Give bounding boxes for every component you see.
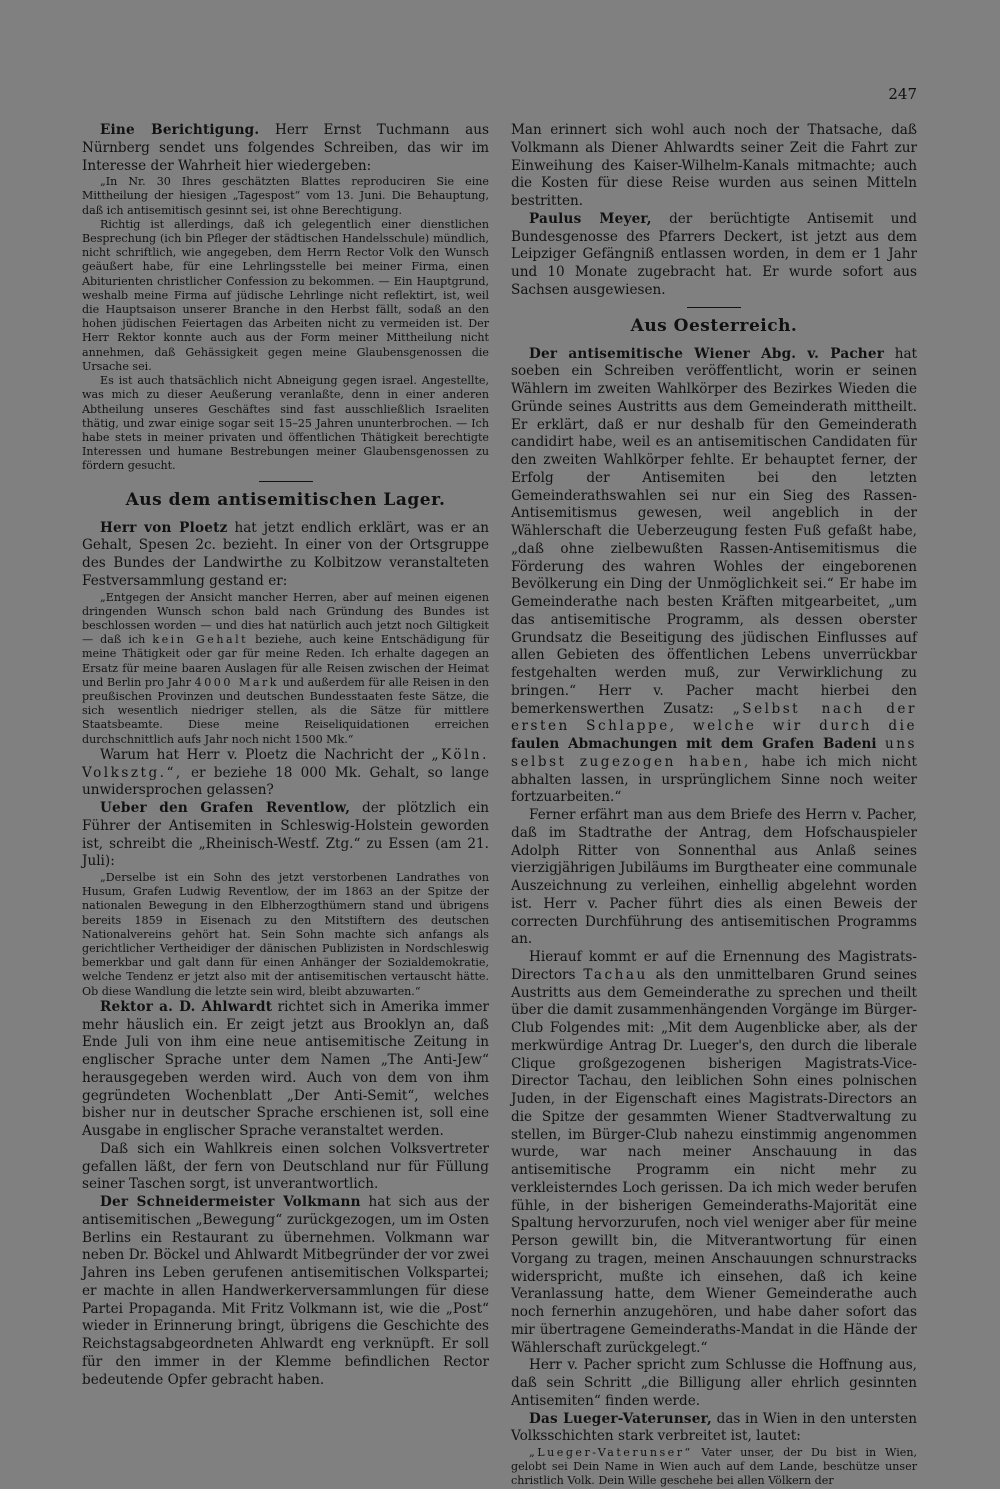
pacher-paragraph-1: Der antisemitische Wiener Abg. v. Pacher hat soeben ein Schreiben veröffentlicht, worin er seinen Wählern im zweiten Wahlkörper des Bezirkes Wieden die Gründe seines Austritts aus dem Gemeinderath mittheilt. Er erklärt, daß er nur deshalb für den Gemeinderath candidirt habe, weil es an antisemitischen Candidaten für den zweiten Wahlkörper fehlte. Er behauptet ferner, der Erfolg der Antisemiten bei den letzten Gemeinderathswahlen sei nur ein Sieg des Rassen-Antisemitismus gewesen, weil angeblich in der Wählerschaft die Ueberzeugung festen Fuß gefaßt habe, „daß ohne zielbewußten Rassen-Antisemitismus die Förderung des wahren Wohles der eingeborenen Bevölkerung ein Ding der Unmöglichkeit sei.“ Er habe im Gemeinderathe nach besten Kräften mitgearbeitet, „um das antisemitische Programm, als dessen oberster Grundsatz die Beseitigung des jüdischen Einflusses auf allen Gebieten des öffentlichen Lebens unverrückbar festgehalten werden muß, zur Verwirklichung zu bringen.“ Herr v. Pacher macht hierbei den bemerkenswerthen Zusatz: „Selbst nach der ersten Schlappe, welche wir durch die faulen Abmachungen mit dem Grafen Badeni uns selbst zugezogen haben, habe ich mich nicht abhalten lassen, in ursprünglichem Sinne noch weiter fortzuarbeiten.“ <box>511 345 918 806</box>
ploetz-question: Warum hat Herr v. Ploetz die Nachricht der „Köln. Volksztg.“, er beziehe 18 000 Mk. Gehalt, so lange unwidersprochen gelassen? <box>82 746 490 799</box>
divider <box>259 481 313 482</box>
pacher-paragraph-4: Herr v. Pacher spricht zum Schlusse die Hoffnung aus, daß sein Schritt „die Billigung aller ehrlich gesinnten Antisemiten“ finden werde. <box>511 1357 917 1409</box>
wahlkreis-paragraph: Daß sich ein Wahlkreis einen solchen Volksvertreter gefallen läßt, der fern von Deutschland nur für Füllung seiner Taschen sorgt, ist unverantwortlich. <box>82 1140 489 1193</box>
right-column <box>511 122 917 1489</box>
berichtigung-intro: Eine Berichtigung. Herr Ernst Tuchmann aus Nürnberg sendet uns folgendes Schreiben, das wir im Interesse der Wahrheit hier wiedergeben: <box>82 122 490 174</box>
ploetz-paragraph: Herr von Ploetz hat jetzt endlich erklärt, was er an Gehalt, Spesen 2c. bezieht. In einer von der Ortsgruppe des Bundes der Landwirthe zu Kolbitzow veranstalteten Festversammlung gestand er: <box>82 519 489 589</box>
lueger-paragraph: Das Lueger-Vaterunser, das in Wien in den untersten Volksschichten stark verbreitet ist, lautet: <box>511 1410 917 1445</box>
divider <box>687 307 741 308</box>
ahlwardt-paragraph: Rektor a. D. Ahlwardt richtet sich in Amerika immer mehr häuslich ein. Er zeigt jetzt aus Brooklyn an, daß Ende Juli von ihm eine neue antisemitische Zeitung in englischer Sprache unter dem Namen „The Anti-Jew“ herausgegeben werden wird. Auch von dem von ihm gegründeten Wochenblatt „Der Anti-Semit“, welches bisher nur in deutscher Sprache erschienen ist, soll eine Ausgabe in englischer Sprache veranstaltet werden. <box>82 998 489 1140</box>
section-heading-lager: Aus dem antisemitischen Lager. <box>125 489 446 510</box>
left-column <box>82 122 489 1389</box>
berichtigung-quote-1: „In Nr. 30 Ihres geschätzten Blattes reproduciren Sie eine Mittheilung der hiesigen „Tagespost“ vom 13. Juni. Die Behauptung, daß ich antisemitisch gesinnt sei, ist ohne Berechtigung. <box>82 175 489 217</box>
berichtigung-quote-3: Es ist auch thatsächlich nicht Abneigung gegen israel. Angestellte, was mich zu dieser Aeußerung veranlaßte, denn in einer anderen Abtheilung unseres Geschäftes sind fast ausschließlich Israeliten thätig, und zwar einige sogar seit 15–25 Jahren ununterbrochen. — Ich habe stets in meiner privaten und öffentlichen Thätigkeit berechtigte Interessen und humane Bestrebungen meiner Glaubensgenossen zu fördern gesucht. <box>82 374 489 473</box>
reventlow-paragraph: Ueber den Grafen Reventlow, der plötzlich ein Führer der Antisemiten in Schleswig-Holstein geworden ist, schreibt die „Rheinisch-Westf. Ztg.“ zu Essen (am 21. Juli): <box>82 800 489 870</box>
volkmann-paragraph: Der Schneidermeister Volkmann hat sich aus der antisemitischen „Bewegung“ zurückgezogen, um im Osten Berlins ein Restaurant zu übernehmen. Volkmann war neben Dr. Böckel und Ahlwardt Mitbegründer der vor zwei Jahren ins Leben gerufenen antisemitischen Volkspartei; er machte in allen Handwerkerversammlungen für diese Partei Propaganda. Mit Fritz Volkmann ist, wie die „Post“ wieder in Erinnerung bringt, übrigens die Geschichte des Reichstagsabgeordneten Ahlwardt eng verknüpft. Er soll für den immer in der Klemme befindlichen Rector bedeutende Opfer gebracht haben. <box>82 1194 489 1388</box>
volkmann-continuation: Man erinnert sich wohl auch noch der Thatsache, daß Volkmann als Diener Ahlwardts seiner Zeit die Fahrt zur Einweihung des Kaiser-Wilhelm-Kanals mitmachte; auch die Kosten für diese Reise wurden aus seinen Mitteln bestritten. <box>511 122 917 209</box>
berichtigung-quote-2: Richtig ist allerdings, daß ich gelegentlich einer dienstlichen Besprechung (ich bin Pfleger der städtischen Handelsschule) mündlich, nicht schriftlich, wie angegeben, dem Herrn Rector Volk den Wunsch geäußert habe, für eine Lehrlingsstelle bei meiner Firma, einen Abiturienten christlicher Confession zu bekommen. — Ein Hauptgrund, weshalb meine Firma auf jüdische Lehrlinge nicht reflektirt, ist, weil die Hauptsaison unserer Branche in den Herbst fällt, sodaß an den hohen jüdischen Feiertagen das Arbeiten nicht zu vermeiden ist. Der Herr Rektor konnte auch aus der Form meiner Mittheilung nicht annehmen, daß Gehässigkeit gegen meine Glaubensgenossen die Ursache sei. <box>82 217 489 373</box>
pacher-paragraph-3: Hierauf kommt er auf die Ernennung des Magistrats-Directors Tachau als den unmittelbaren Grund seines Austritts aus dem Gemeinderathe zu sprechen und theilt über die damit zusammenhängenden Vorgänge im Bürger-Club Folgendes mit: „Mit dem Augenblicke aber, als der merkwürdige Antrag Dr. Lueger's, den durch die liberale Clique großgezogenen bisherigen Magistrats-Vice-Director Tachau, den leiblichen Sohn eines polnischen Juden, in der Eigenschaft eines Magistrats-Directors an die Spitze der gesammten Wiener Stadtverwaltung zu stellen, im Bürger-Club nahezu einstimmig angenommen wurde, war nach meiner Anschauung in das antisemitische Programm ein nicht mehr zu verkleisterndes Loch gerissen. Da ich mich weder berufen fühle, in der bisherigen Gemeinderaths-Majorität eine Spaltung hervorzurufen, noch viel weniger aber für meine Person gewillt bin, die Mitverantwortung für einen Vorgang zu tragen, meinen Anschauungen schnurstracks widerspricht, mußte ich einsehen, daß ich keine Veranlassung hatte, dem Wiener Gemeinderathe auch noch fernerhin anzugehören, und habe daher sofort das mir übertragene Gemeinderaths-Mandat in die Hände der Wählerschaft zurückgelegt.“ <box>511 949 917 1356</box>
berichtigung-heading: Eine Berichtigung. <box>100 122 260 138</box>
page-number: 247 <box>888 85 917 103</box>
lueger-quote: „Lueger-Vaterunser“ Vater unser, der Du bist in Wien, gelobt sei Dein Name in Wien auch auf dem Lande, beschütze unser christlich Volk. Dein Wille geschehe bei allen Völkern der <box>511 1446 918 1488</box>
reventlow-quote: „Derselbe ist ein Sohn des jetzt verstorbenen Landrathes von Husum, Grafen Ludwig Reventlow, der im 1863 an der Spitze der nationalen Bewegung in den Elbherzogthümern stand und übrigens bereits 1859 in Eisenach zu den Mitstiftern des deutschen Nationalvereins gehört hat. Sein Sohn machte sich anfangs als gerichtlicher Vertheidiger der dänischen Publizisten in Nordschleswig bemerkbar und galt dann für einen Anhänger der Sozialdemokratie, welche Tendenz er jetzt also mit der antisemitischen vertauscht hätte. Ob diese Wandlung die letzte sein wird, bleibt abzuwarten.“ <box>82 871 489 998</box>
meyer-paragraph: Paulus Meyer, der berüchtigte Antisemit und Bundesgenosse des Pfarrers Deckert, ist jetzt aus dem Leipziger Gefängniß entlassen worden, in dem er 1 Jahr und 10 Monate zugebracht hat. Er wurde sofort aus Sachsen ausgewiesen. <box>511 210 917 298</box>
pacher-paragraph-2: Ferner erfährt man aus dem Briefe des Herrn v. Pacher, daß im Stadtrathe der Antrag, dem Hofschauspieler Adolph Ritter von Sonnenthal aus Anlaß seines vierzigjährigen Jubiläums im Burgtheater eine communale Auszeichnung zu verleihen, einhellig abgelehnt worden ist. Herr v. Pacher führt dies als einen Beweis der correcten Durchführung des antisemitischen Programms an. <box>511 807 917 948</box>
ploetz-quote: „Entgegen der Ansicht mancher Herren, aber auf meinen eigenen dringenden Wunsch schon bald nach Gründung des Bundes ist beschlossen worden — und dies hat natürlich auch jetzt noch Giltigkeit — daß ich kein Gehalt beziehe, auch keine Entschädigung für meine Thätigkeit oder gar für meine Reden. Ich erhalte dagegen an Ersatz für meine baaren Auslagen für alle Reisen zwischen der Heimat und Berlin pro Jahr 4000 Mark und außerdem für alle Reisen in den preußischen Provinzen und deutschen Bundesstaaten feste Sätze, die sich wesentlich niedriger stellen, als die Sätze für mittlere Staatsbeamte. Diese meine Reiseliquidationen erreichen durchschnittlich aufs Jahr noch nicht 1500 Mk.“ <box>82 590 490 746</box>
section-heading-oesterreich: Aus Oesterreich. <box>630 315 798 336</box>
